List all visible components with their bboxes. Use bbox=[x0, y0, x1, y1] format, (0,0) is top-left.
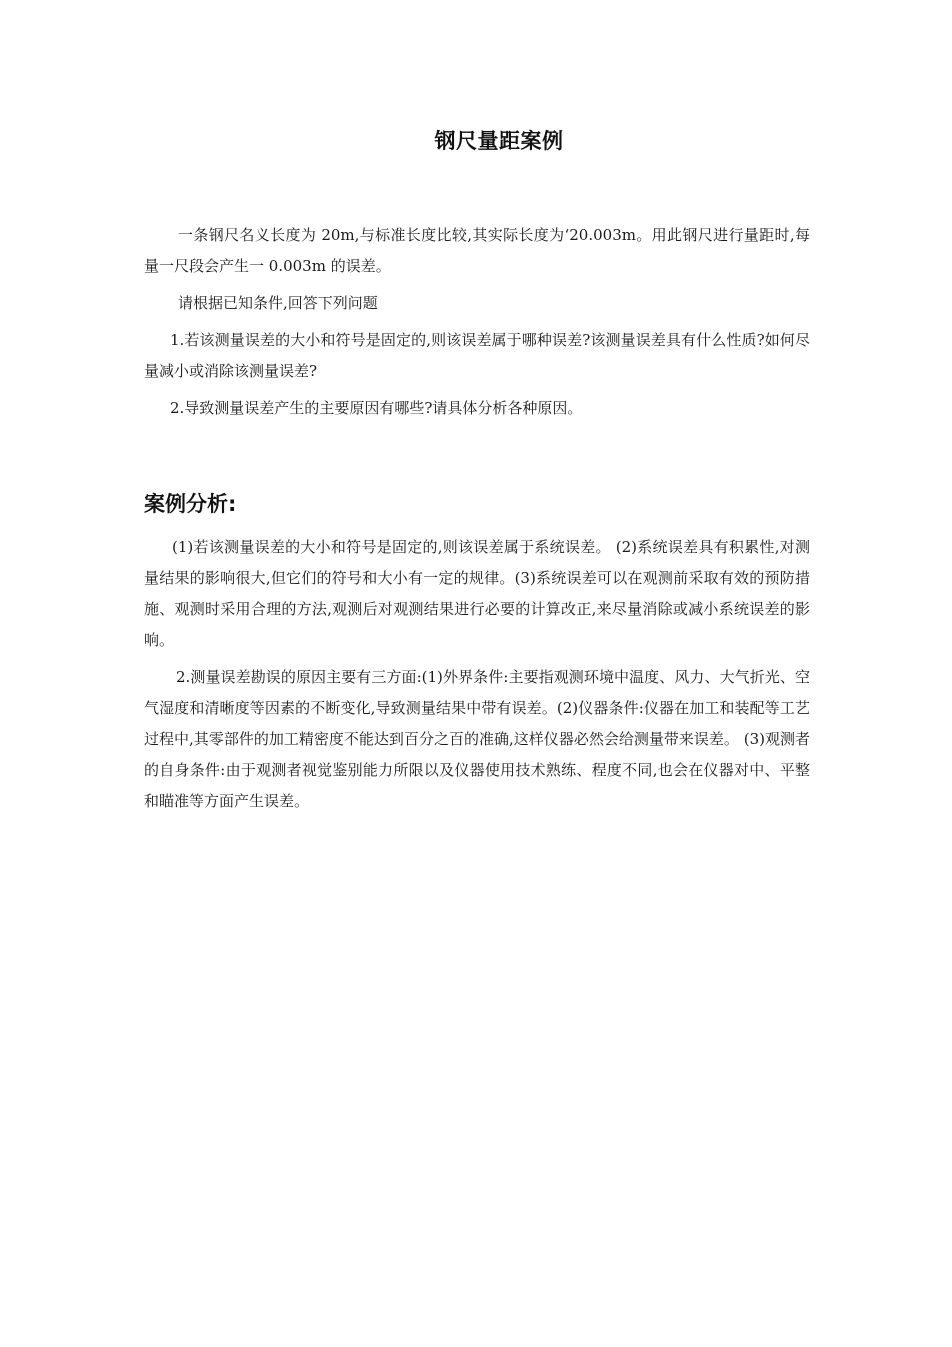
question-item: 2.导致测量误差产生的主要原因有哪些?请具体分析各种原因。 bbox=[170, 399, 583, 417]
document-title: 钢尺量距案例 bbox=[434, 129, 564, 153]
case-analysis-section bbox=[144, 488, 810, 817]
analysis-paragraph: (1)若该测量误差的大小和符号是固定的,则该误差属于系统误差。 (2)系统误差具有积累性,对测量结果的影响很大,但它们的符号和大小有一定的规律。(3)系统误差可以在观测前采取有效的预防措施、观测时采用合理的方法,观测后对观测结果进行必要的计算改正,来尽量消除或减小系统误差的影响。 bbox=[144, 538, 810, 649]
case-description: 一条钢尺名义长度为 20m,与标准长度比较,其实际长度为‘20.003m。用此钢尺进行量距时,每量一尺段会产生一 0.003m 的误差。 bbox=[144, 226, 810, 275]
question-prompt: 请根据已知条件,回答下列问题 bbox=[178, 294, 378, 312]
analysis-heading: 案例分析: bbox=[144, 492, 237, 516]
question-item: 1.若该测量误差的大小和符号是固定的,则该误差属于哪种误差?该测量误差具有什么性质?如何尽量减小或消除该测量误差? bbox=[144, 331, 810, 380]
analysis-paragraph: 2.测量误差勘误的原因主要有三方面:(1)外界条件:主要指观测环境中温度、风力、大气折光、空气湿度和清晰度等因素的不断变化,导致测量结果中带有误差。(2)仪器条件:仪器在加工和装配等工艺过程中,其零部件的加工精密度不能达到百分之百的准确,这样仪器必然会给测量带来误差。 (3)观测者的自身条件:由于观测者视觉鉴别能力所限以及仪器使用技术熟练、程度不同,也会在仪器对中、平整和瞄准等方面产生误差。 bbox=[144, 668, 810, 810]
case-description-section bbox=[144, 220, 810, 424]
